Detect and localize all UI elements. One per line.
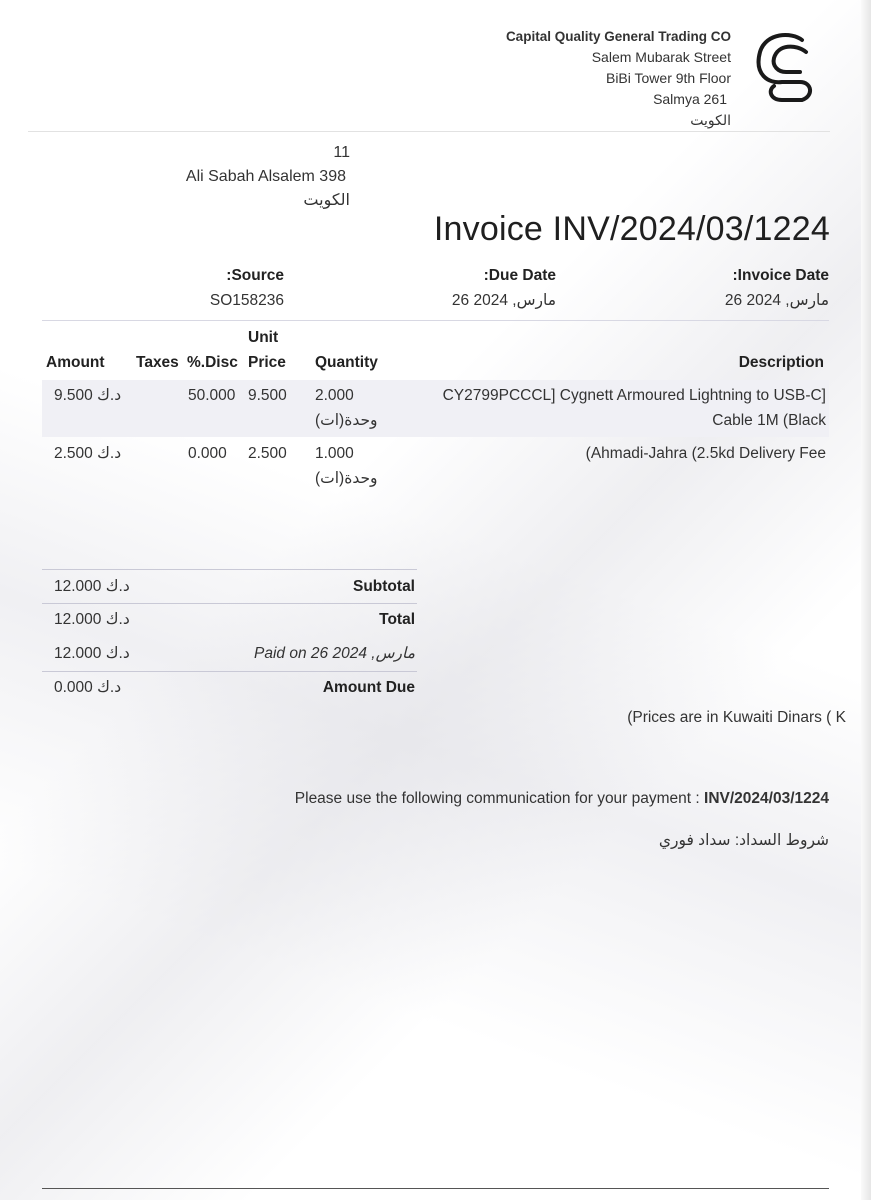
subtotal-amount: 12.000 — [54, 578, 102, 595]
invoice-date-label: :Invoice Date — [732, 267, 829, 284]
row2-currency: د.ك — [97, 445, 122, 462]
col-header-unit-price-line2: Price — [248, 354, 286, 371]
subtotal-value — [46, 574, 156, 599]
company-building: BiBi Tower 9th Floor — [605, 70, 731, 86]
row1-description-line2: Cable 1M (Black — [712, 412, 826, 429]
row2-quantity — [315, 441, 378, 491]
col-header-unit-price-line1: Unit — [248, 329, 279, 346]
row1-quantity-value: 2.000 — [315, 387, 354, 404]
col-header-quantity: Quantity — [315, 354, 378, 371]
invoice-date-value: 26 مارس, 2024 — [724, 292, 829, 309]
row1-description — [400, 383, 826, 433]
row1-uom: وحدة(ات) — [315, 412, 378, 429]
communication-reference: INV/2024/03/1224 — [704, 790, 829, 807]
due-date-label: :Due Date — [483, 267, 556, 284]
row2-amount-value: 2.500 — [54, 445, 93, 462]
customer-line2: Ali Sabah Alsalem 398 — [185, 168, 346, 185]
paid-currency: د.ك — [105, 645, 130, 662]
amount-due-amount: 0.000 — [54, 679, 93, 696]
col-header-unit-price — [248, 325, 286, 375]
totals-divider-top — [42, 569, 417, 570]
customer-country: الكويت — [303, 192, 350, 209]
invoice-title: Invoice INV/2024/03/1224 — [433, 210, 830, 248]
company-street: Salem Mubarak Street — [591, 49, 731, 65]
subtotal-currency: د.ك — [105, 578, 130, 595]
totals-divider-subtotal — [42, 603, 417, 604]
header-divider — [28, 131, 830, 132]
due-date-value: 26 مارس, 2024 — [451, 292, 556, 309]
info-divider — [42, 320, 829, 321]
col-header-amount: Amount — [46, 354, 105, 371]
row2-description: (Ahmadi-Jahra (2.5kd Delivery Fee — [585, 445, 826, 462]
row1-quantity — [315, 383, 378, 433]
due-date-block — [376, 263, 556, 313]
row1-amount — [46, 383, 121, 408]
invoice-date-block — [649, 263, 829, 313]
total-currency: د.ك — [105, 611, 130, 628]
row1-currency: د.ك — [97, 387, 122, 404]
payment-communication — [200, 786, 829, 811]
row1-amount-value: 9.500 — [54, 387, 93, 404]
col-header-taxes: Taxes — [136, 354, 179, 371]
paid-label: Paid on 26 مارس, 2024 — [254, 645, 415, 662]
source-value: SO158236 — [209, 292, 284, 309]
source-block — [104, 263, 284, 313]
company-country: الكويت — [690, 112, 731, 128]
source-label: :Source — [226, 267, 284, 284]
currency-note: (Prices are in Kuwaiti Dinars ( K — [627, 709, 846, 726]
amount-due-value — [46, 675, 156, 700]
row1-description-line1: CY2799PCCCL] Cygnett Armoured Lightning to USB-C] — [442, 387, 826, 404]
row2-quantity-value: 1.000 — [315, 445, 354, 462]
row2-unit-price: 2.500 — [248, 445, 287, 462]
paid-amount: 12.000 — [54, 645, 102, 662]
payment-terms: شروط السداد: سداد فوري — [658, 832, 829, 849]
amount-due-currency: د.ك — [97, 679, 122, 696]
communication-prefix: Please use the following communication for your payment : — [294, 790, 700, 807]
customer-address — [160, 141, 350, 213]
row2-uom: وحدة(ات) — [315, 470, 378, 487]
amount-due-label: Amount Due — [322, 679, 415, 696]
total-label: Total — [379, 611, 415, 628]
company-area: Salmya 261 — [653, 91, 727, 107]
company-logo — [752, 30, 820, 104]
total-value — [46, 607, 156, 632]
row2-disc: 0.000 — [188, 445, 227, 462]
col-header-disc: %.Disc — [187, 354, 238, 371]
customer-line1: 11 — [333, 144, 350, 161]
row1-disc: 50.000 — [188, 387, 236, 404]
page-edge-shadow — [861, 0, 871, 1200]
totals-divider-paid — [42, 671, 417, 672]
col-header-description: Description — [738, 354, 824, 371]
total-amount: 12.000 — [54, 611, 102, 628]
paid-value — [46, 641, 156, 666]
row2-amount — [46, 441, 121, 466]
company-address — [391, 26, 731, 131]
company-name: Capital Quality General Trading CO — [505, 29, 731, 44]
footer-divider — [42, 1188, 829, 1189]
subtotal-label: Subtotal — [353, 578, 415, 595]
row1-unit-price: 9.500 — [248, 387, 287, 404]
